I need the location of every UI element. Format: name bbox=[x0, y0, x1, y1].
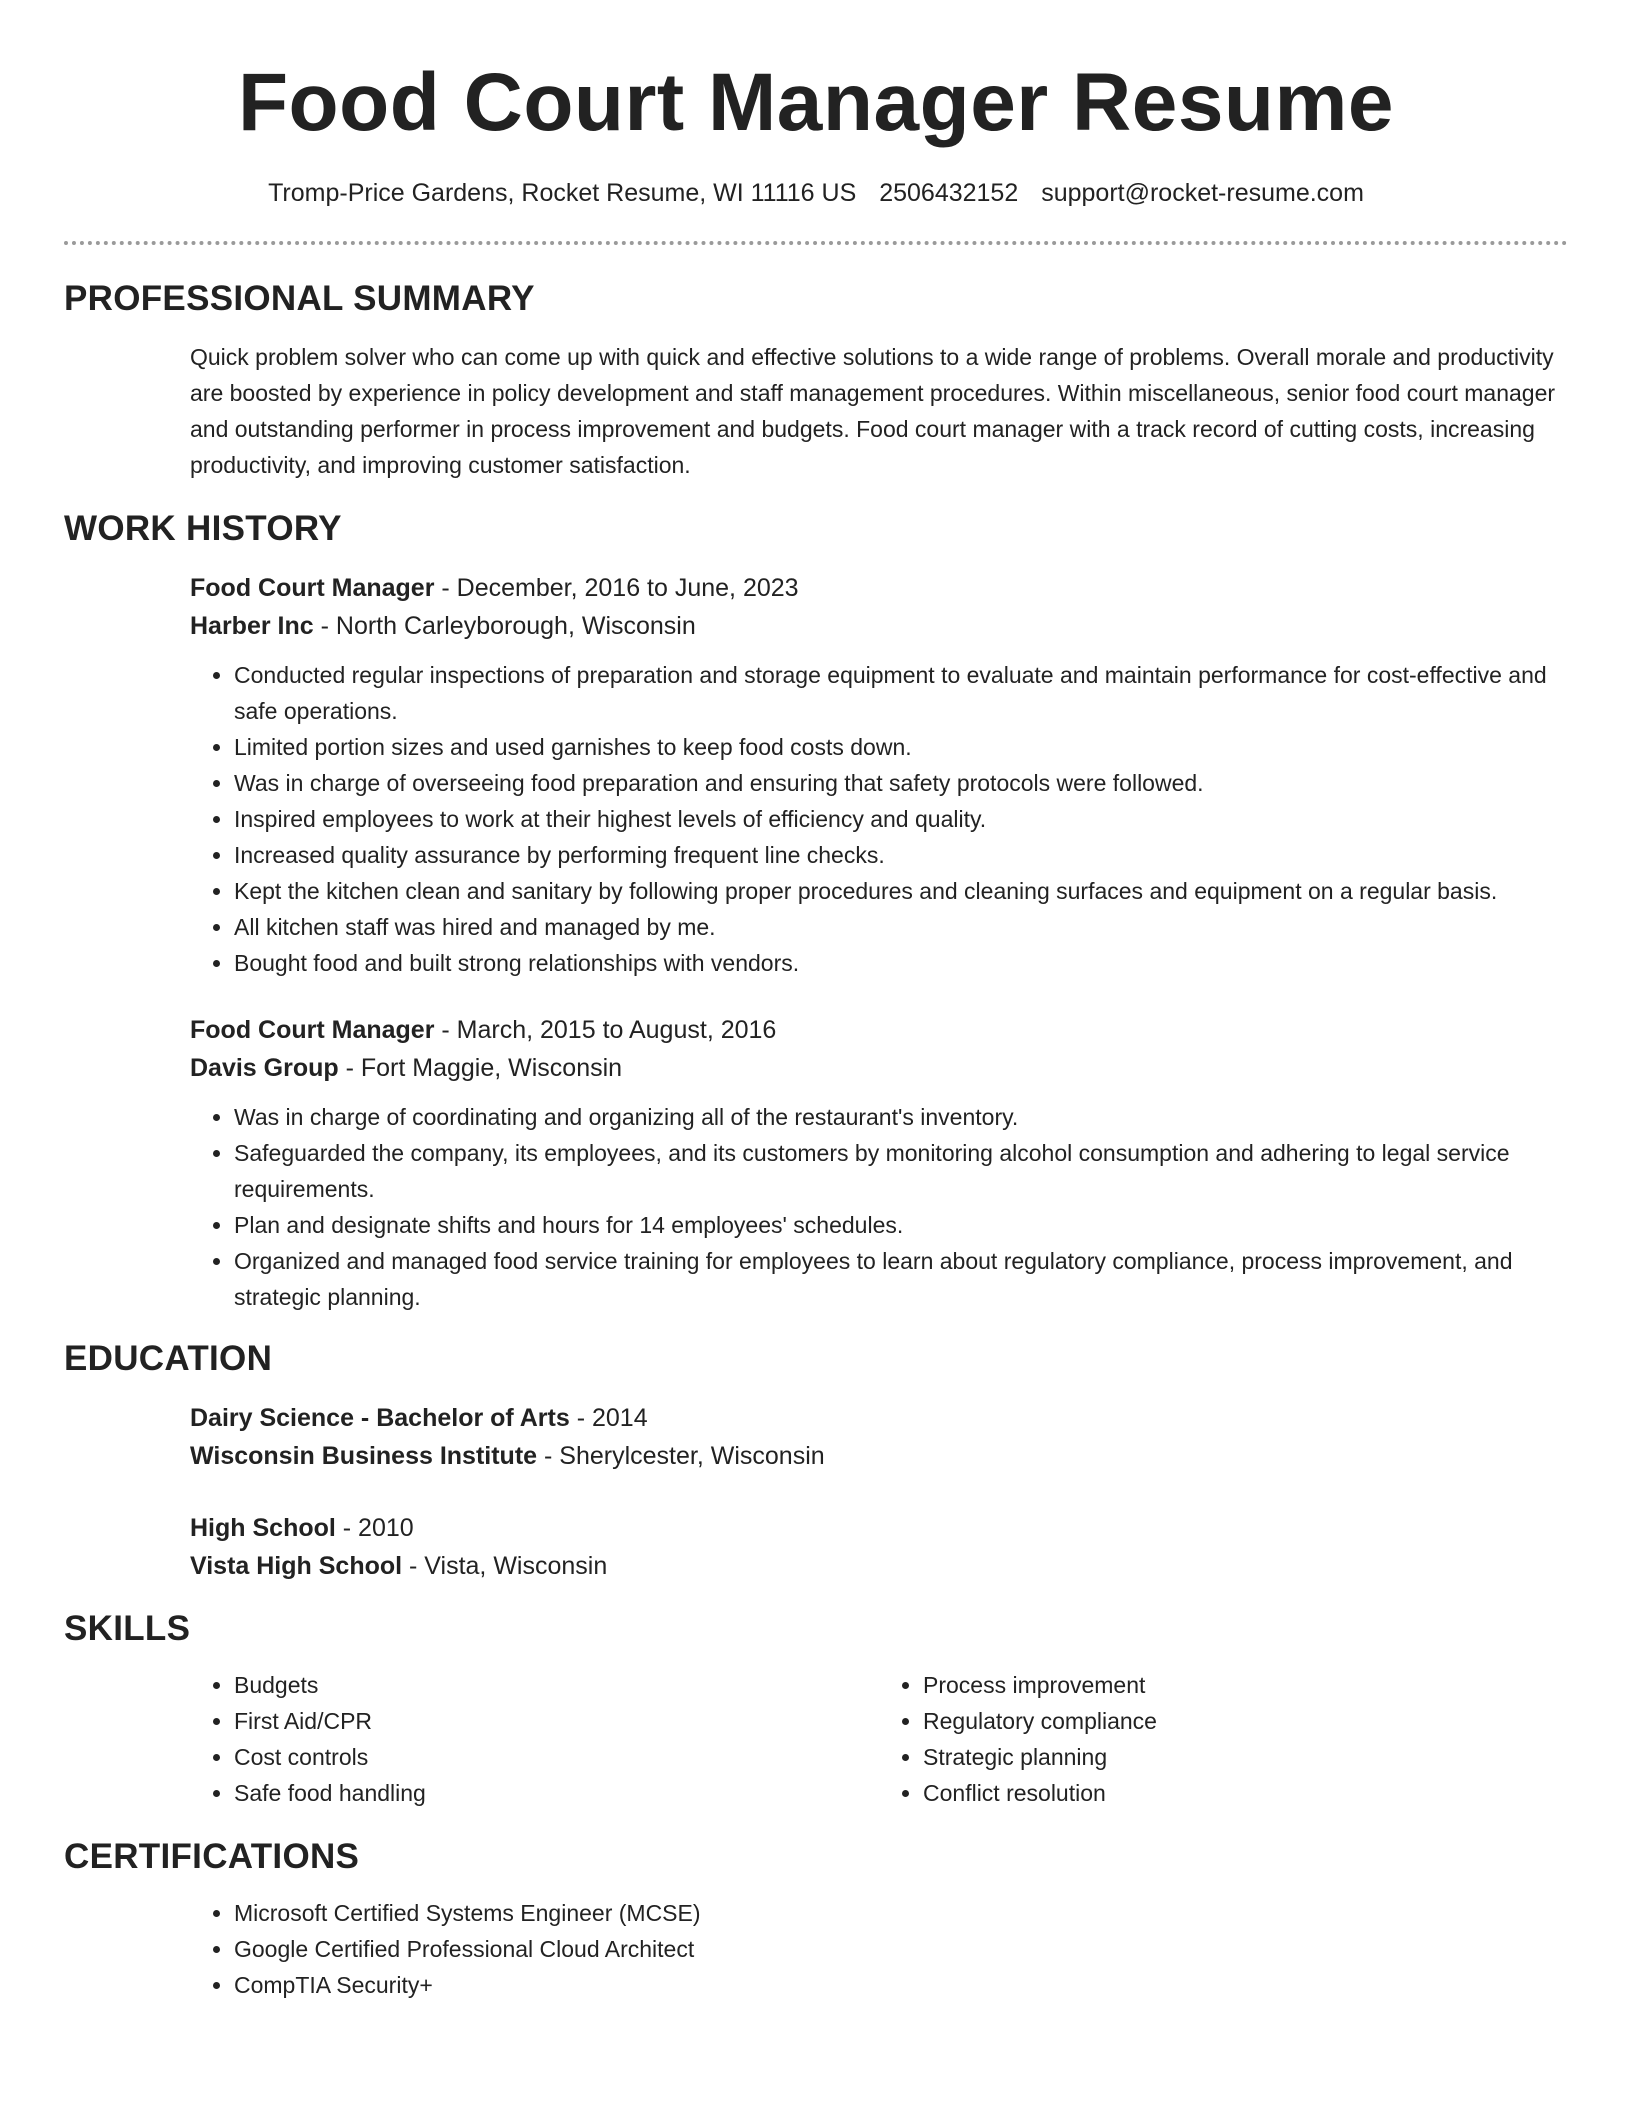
job-dates: - December, 2016 to June, 2023 bbox=[434, 574, 799, 602]
job-company: Davis Group bbox=[190, 1054, 339, 1082]
job-location: - Fort Maggie, Wisconsin bbox=[338, 1054, 623, 1082]
education-school-line bbox=[190, 1437, 1568, 1475]
education-degree-line bbox=[190, 1399, 1568, 1437]
list-item: • Bought food and built strong relationships with vendors. bbox=[234, 945, 1568, 981]
list-item: • Inspired employees to work at their highest levels of efficiency and quality. bbox=[234, 801, 1568, 837]
job-company: Harber Inc bbox=[190, 612, 314, 640]
job-entry bbox=[190, 569, 1568, 981]
certifications-list bbox=[190, 1895, 1568, 2003]
summary-section bbox=[64, 277, 1568, 483]
list-item: • Was in charge of coordinating and organizing all of the restaurant's inventory. bbox=[234, 1099, 1568, 1135]
education-school-line bbox=[190, 1547, 1568, 1585]
list-item: • Safeguarded the company, its employees, and its customers by monitoring alcohol consumption and adhering to legal service requirements. bbox=[234, 1135, 1568, 1207]
skills-grid bbox=[190, 1667, 1568, 1811]
job-bullets bbox=[190, 657, 1568, 981]
list-item: • Increased quality assurance by performing frequent line checks. bbox=[234, 837, 1568, 873]
work-section bbox=[64, 507, 1568, 1315]
job-role: Food Court Manager bbox=[190, 1016, 435, 1044]
resume-header bbox=[64, 0, 1568, 210]
job-company-line bbox=[190, 607, 1568, 645]
contact-address: Tromp-Price Gardens, Rocket Resume, WI 11116 US bbox=[268, 179, 857, 207]
list-item: • CompTIA Security+ bbox=[234, 1967, 1568, 2003]
education-entry bbox=[190, 1399, 1568, 1475]
skills-list-right bbox=[879, 1667, 1568, 1811]
list-item: • All kitchen staff was hired and managed by me. bbox=[234, 909, 1568, 945]
certifications-block bbox=[190, 1895, 1568, 2003]
education-school: Wisconsin Business Institute bbox=[190, 1442, 538, 1470]
skills-section bbox=[64, 1607, 1568, 1811]
list-item: • Kept the kitchen clean and sanitary by following proper procedures and cleaning surfaces and equipment on a regular basis. bbox=[234, 873, 1568, 909]
job-bullets bbox=[190, 1099, 1568, 1315]
resume-page bbox=[64, 0, 1568, 2003]
work-heading: WORK HISTORY bbox=[64, 509, 342, 548]
education-degree: Dairy Science - Bachelor of Arts bbox=[190, 1404, 570, 1432]
job-role: Food Court Manager bbox=[190, 574, 435, 602]
list-item: • Regulatory compliance bbox=[923, 1703, 1568, 1739]
contact-line bbox=[64, 176, 1568, 210]
page-title: Food Court Manager Resume bbox=[237, 57, 1395, 148]
list-item: • Safe food handling bbox=[234, 1775, 879, 1811]
education-section bbox=[64, 1337, 1568, 1585]
list-item: • Plan and designate shifts and hours for 14 employees' schedules. bbox=[234, 1207, 1568, 1243]
job-dates: - March, 2015 to August, 2016 bbox=[434, 1016, 777, 1044]
list-item: • Conducted regular inspections of preparation and storage equipment to evaluate and maintain performance for cost-effective and safe operations. bbox=[234, 657, 1568, 729]
education-entry bbox=[190, 1509, 1568, 1585]
list-item: • Organized and managed food service training for employees to learn about regulatory compliance, process improvement, and strategic planning. bbox=[234, 1243, 1568, 1315]
list-item: • Was in charge of overseeing food preparation and ensuring that safety protocols were followed. bbox=[234, 765, 1568, 801]
skills-list-left bbox=[190, 1667, 879, 1811]
list-item: • Limited portion sizes and used garnishes to keep food costs down. bbox=[234, 729, 1568, 765]
education-degree-line bbox=[190, 1509, 1568, 1547]
contact-email: support@rocket-resume.com bbox=[1041, 179, 1364, 207]
summary-heading: PROFESSIONAL SUMMARY bbox=[64, 279, 535, 318]
education-school: Vista High School bbox=[190, 1552, 403, 1580]
certifications-section bbox=[64, 1835, 1568, 2003]
list-item: • Budgets bbox=[234, 1667, 879, 1703]
education-location: - Sherylcester, Wisconsin bbox=[537, 1442, 825, 1470]
list-item: • Conflict resolution bbox=[923, 1775, 1568, 1811]
education-degree: High School bbox=[190, 1514, 336, 1542]
list-item: • Strategic planning bbox=[923, 1739, 1568, 1775]
header-divider bbox=[64, 241, 1568, 245]
summary-text: Quick problem solver who can come up with quick and effective solutions to a wide range of problems. Overall morale and productivity are boosted by experience in policy development and staff management procedures. Within miscellaneous, senior food court manager and outstanding performer in process improvement and budgets. Food court manager with a track record of cutting costs, increasing productivity, and improving customer satisfaction. bbox=[190, 344, 1556, 478]
contact-phone: 2506432152 bbox=[879, 179, 1019, 207]
education-heading: EDUCATION bbox=[64, 1339, 273, 1378]
job-company-line bbox=[190, 1049, 1568, 1087]
list-item: • Cost controls bbox=[234, 1739, 879, 1775]
list-item: • Process improvement bbox=[923, 1667, 1568, 1703]
list-item: • First Aid/CPR bbox=[234, 1703, 879, 1739]
education-year: - 2014 bbox=[569, 1404, 648, 1432]
job-title-line bbox=[190, 569, 1568, 607]
education-year: - 2010 bbox=[335, 1514, 414, 1542]
job-title-line bbox=[190, 1011, 1568, 1049]
job-entry bbox=[190, 1011, 1568, 1315]
job-location: - North Carleyborough, Wisconsin bbox=[313, 612, 696, 640]
list-item: • Microsoft Certified Systems Engineer (MCSE) bbox=[234, 1895, 1568, 1931]
list-item: • Google Certified Professional Cloud Architect bbox=[234, 1931, 1568, 1967]
certifications-heading: CERTIFICATIONS bbox=[64, 1837, 360, 1876]
skills-heading: SKILLS bbox=[64, 1609, 191, 1648]
education-location: - Vista, Wisconsin bbox=[402, 1552, 608, 1580]
